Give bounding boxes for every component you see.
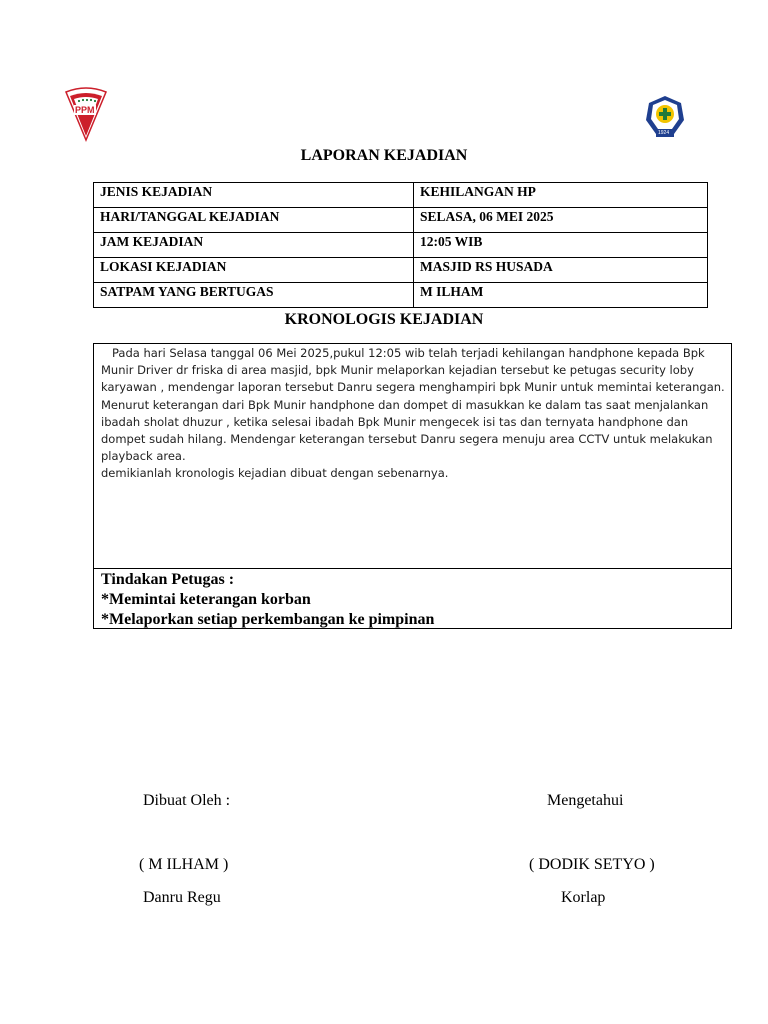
chronology-title: KRONOLOGIS KEJADIAN xyxy=(284,311,484,328)
right-signature-role: Korlap xyxy=(561,889,606,906)
actions-title: Tindakan Petugas : xyxy=(101,571,235,588)
report-title-text: LAPORAN KEJADIAN xyxy=(300,147,468,164)
incident-info-table xyxy=(93,182,708,308)
left-signature-role: Danru Regu xyxy=(143,889,221,906)
info-value: KEHILANGAN HP xyxy=(414,183,708,208)
table-row xyxy=(94,233,708,258)
info-label: JAM KEJADIAN xyxy=(94,233,414,258)
info-value: MASJID RS HUSADA xyxy=(414,258,708,283)
chronology-box xyxy=(93,343,732,569)
action-item: *Melaporkan setiap perkembangan ke pimpinan xyxy=(101,611,435,628)
action-item: *Memintai keterangan korban xyxy=(101,591,311,608)
table-row xyxy=(94,183,708,208)
right-signature-caption: Mengetahui xyxy=(547,792,624,809)
info-label: LOKASI KEJADIAN xyxy=(94,258,414,283)
officer-actions-box xyxy=(93,568,732,629)
table-row xyxy=(94,208,708,233)
info-value: SELASA, 06 MEI 2025 xyxy=(414,208,708,233)
report-title xyxy=(0,147,768,165)
ppm-logo-text: PPM xyxy=(75,105,95,115)
hospital-logo xyxy=(644,94,686,140)
left-signature-caption: Dibuat Oleh : xyxy=(143,792,231,809)
info-label: HARI/TANGGAL KEJADIAN xyxy=(94,208,414,233)
ppm-logo xyxy=(62,86,110,142)
info-label: SATPAM YANG BERTUGAS xyxy=(94,283,414,308)
info-label: JENIS KEJADIAN xyxy=(94,183,414,208)
chronology-paragraph: Pada hari Selasa tanggal 06 Mei 2025,pukul 12:05 wib telah terjadi kehilangan handphone kepada Bpk Munir Driver dr friska di area masjid, bpk Munir melaporkan kejadian tersebut ke petugas security loby karyawan , mendengar laporan tersebut Danru segera menghampiri bpk Munir untuk memintai keterangan. Menurut keterangan dari Bpk Munir handphone dan dompet di masukkan ke dalam tas saat menjalankan ibadah sholat dhuzur , ketika selesai ibadah Bpk Munir mengecek isi tas dan ternyata handphone dan dompet sudah hilang. Mendengar keterangan tersebut Danru segera menuju area CCTV untuk melakukan playback area. xyxy=(101,346,725,464)
right-signature-name: ( DODIK SETYO ) xyxy=(529,856,655,873)
hospital-logo-year: 1924 xyxy=(658,130,670,136)
left-signature-name: ( M ILHAM ) xyxy=(139,856,229,873)
info-value: M ILHAM xyxy=(414,283,708,308)
table-row xyxy=(94,258,708,283)
info-value: 12:05 WIB xyxy=(414,233,708,258)
table-row xyxy=(94,283,708,308)
chronology-closing: demikianlah kronologis kejadian dibuat dengan sebenarnya. xyxy=(101,466,449,481)
